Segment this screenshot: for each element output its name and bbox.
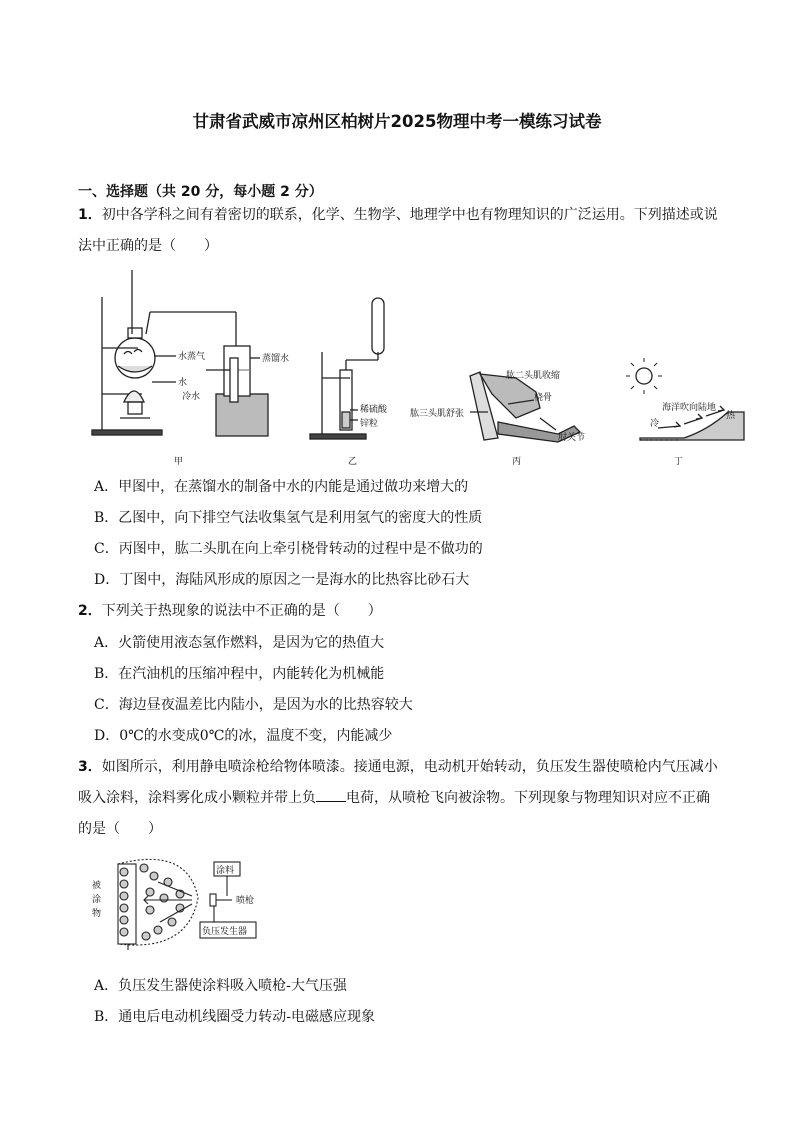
- label-spray-gun: 喷枪: [236, 896, 255, 906]
- question-3-figure: [88, 852, 268, 952]
- question-1: [78, 200, 718, 262]
- question-text: 初中各学科之间有着密切的联系，化学、生物学、地理学中也有物理知识的广泛运用。下列描述或说法中正确的是（ ）: [78, 207, 718, 254]
- label-water-vapor: 水蒸气: [178, 352, 206, 362]
- label-distilled-water: 蒸馏水: [262, 354, 290, 364]
- q1-option-b: B．乙图中，向下排空气法收集氢气是利用氢气的密度大的性质: [94, 510, 483, 526]
- label-sulfuric-acid: 稀硫酸: [360, 405, 388, 415]
- q2-option-c: C．海边昼夜温差比内陆小，是因为水的比热容较大: [94, 697, 413, 713]
- exam-title: 甘肃省武威市凉州区柏树片2025物理中考一模练习试卷: [192, 112, 602, 131]
- question-text-part2: 电荷，从喷枪飞向被涂物。下列现象与物理知识对应不正确的是（ ）: [78, 790, 710, 837]
- question-number: 3．: [78, 759, 102, 775]
- q3-option-b: B．通电后电动机线圈受力转动-电磁感应现象: [94, 1009, 376, 1025]
- question-2: [78, 596, 718, 627]
- question-number: 2．: [78, 603, 102, 619]
- label-sea-to-land: 海洋吹向陆地: [662, 403, 717, 413]
- label-radius: 桡骨: [534, 393, 553, 403]
- q1-option-d: D．丁图中，海陆风形成的原因之一是海水的比热容比砂石大: [94, 572, 470, 588]
- label-hot: 热: [726, 411, 736, 421]
- q2-option-d: D．0℃的水变成0℃的冰，温度不变，内能减少: [94, 728, 393, 744]
- label-negative-pressure-generator: 负压发生器: [202, 927, 248, 937]
- label-cold: 冷: [650, 419, 660, 429]
- section-heading: 一、选择题（共 20 分，每小题 2 分）: [78, 184, 323, 200]
- question-1-figure: [88, 262, 748, 472]
- q1-option-a: A．甲图中，在蒸馏水的制备中水的内能是通过做功来增大的: [94, 479, 469, 495]
- label-water: 水: [178, 378, 188, 388]
- label-elbow: 肘关节: [558, 433, 586, 443]
- answer-blank: [316, 787, 346, 802]
- question-number: 1．: [78, 207, 102, 223]
- q2-option-a: A．火箭使用液态氢作燃料，是因为它的热值大: [94, 635, 385, 651]
- q2-option-b: B．在汽油机的压缩冲程中，内能转化为机械能: [94, 666, 385, 682]
- label-paint: 涂料: [216, 866, 235, 876]
- caption-yi: 乙: [348, 457, 358, 467]
- q1-option-c: C．丙图中，肱二头肌在向上牵引桡骨转动的过程中是不做功的: [94, 541, 483, 557]
- question-text: 下列关于热现象的说法中不正确的是（ ）: [101, 603, 382, 619]
- caption-jia: 甲: [174, 457, 184, 467]
- question-text-part1: 如图所示，利用静电喷涂枪给物体喷漆。接通电源，电动机开始转动，负压发生器使喷枪内气压减小吸入涂料，涂料雾化成小颗粒并带上负: [78, 759, 718, 806]
- label-zinc: 锌粒: [360, 419, 379, 429]
- caption-ding: 丁: [674, 457, 684, 467]
- label-tu: 涂: [92, 895, 102, 905]
- label-biceps: 肱二头肌收缩: [506, 371, 561, 381]
- label-cold-water: 冷水: [182, 392, 201, 402]
- q3-option-a: A．负压发生器使涂料吸入喷枪-大气压强: [94, 978, 347, 994]
- question-3: [78, 752, 718, 845]
- label-bei: 被: [92, 881, 102, 891]
- label-triceps: 肱三头肌舒张: [410, 409, 465, 419]
- caption-bing: 丙: [512, 457, 522, 467]
- label-wu: 物: [92, 909, 102, 919]
